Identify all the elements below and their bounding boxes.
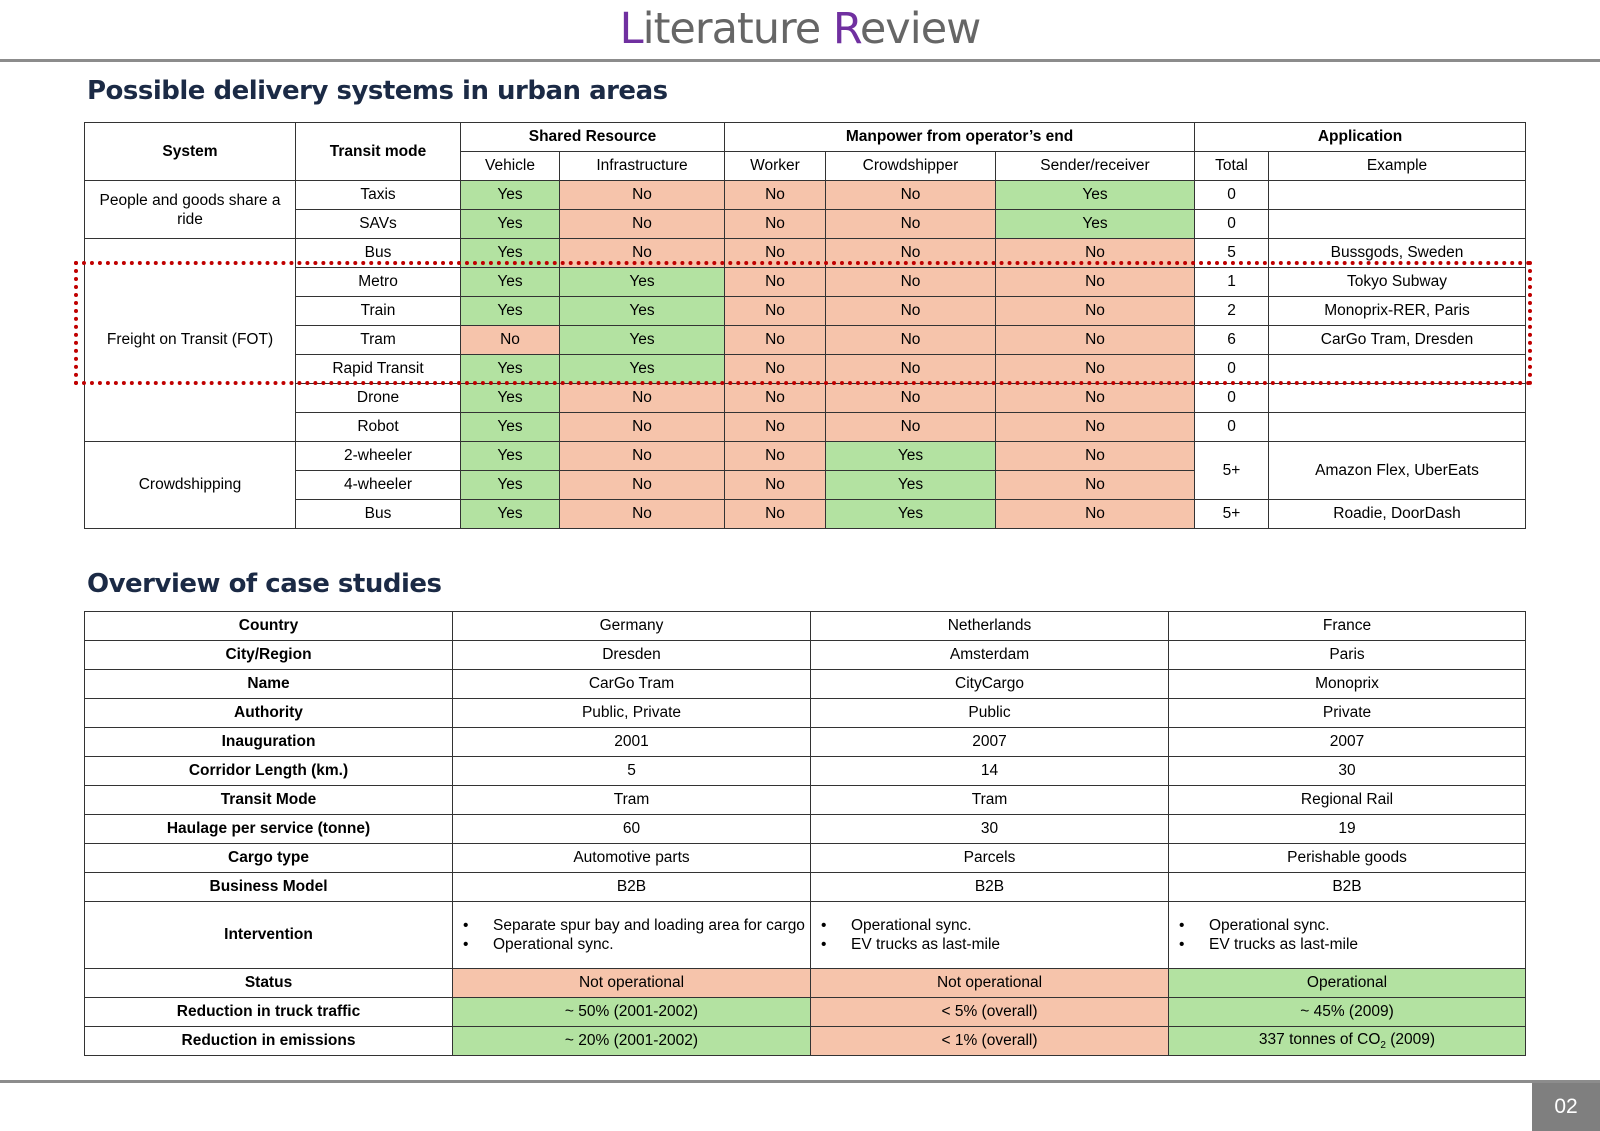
crowdshipper-cell: Yes: [826, 442, 996, 471]
row-label-city: City/Region: [85, 641, 453, 670]
table-row: [85, 210, 1526, 239]
transit-mode-cell: Drone: [296, 384, 461, 413]
table-row: [85, 500, 1526, 529]
table-row: [85, 873, 1526, 902]
table-row: [85, 612, 1526, 641]
vehicle-cell: Yes: [461, 500, 560, 529]
row-label-truck: Reduction in truck traffic: [85, 998, 453, 1027]
row-label-transit: Transit Mode: [85, 786, 453, 815]
worker-cell: No: [725, 239, 826, 268]
transit-mode-cell: SAVs: [296, 210, 461, 239]
table-row: [85, 181, 1526, 210]
row-label-country: Country: [85, 612, 453, 641]
section-title-delivery-systems: Possible delivery systems in urban areas: [87, 76, 668, 106]
header-sender-receiver: Sender/receiver: [996, 152, 1195, 181]
row-label-emissions: Reduction in emissions: [85, 1027, 453, 1056]
infrastructure-cell: No: [560, 500, 725, 529]
worker-cell: No: [725, 471, 826, 500]
netherlands-truck: < 5% (overall): [811, 998, 1169, 1027]
sender-receiver-cell: Yes: [996, 210, 1195, 239]
vehicle-cell: Yes: [461, 297, 560, 326]
table-row: [85, 670, 1526, 699]
table-row: [85, 844, 1526, 873]
netherlands-city: Amsterdam: [811, 641, 1169, 670]
transit-mode-cell: Rapid Transit: [296, 355, 461, 384]
germany-business: B2B: [453, 873, 811, 902]
vehicle-cell: Yes: [461, 471, 560, 500]
total-cell: 1: [1195, 268, 1269, 297]
group-label: Crowdshipping: [85, 442, 296, 529]
infrastructure-cell: No: [560, 181, 725, 210]
france-inauguration: 2007: [1169, 728, 1526, 757]
germany-city: Dresden: [453, 641, 811, 670]
france-status: Operational: [1169, 969, 1526, 998]
crowdshipper-cell: No: [826, 181, 996, 210]
total-cell: 5+: [1195, 442, 1269, 500]
germany-intervention: [453, 902, 811, 969]
header-shared-resource: Shared Resource: [461, 123, 725, 152]
total-cell: 6: [1195, 326, 1269, 355]
page-title: Literature Review: [619, 4, 981, 54]
header-example: Example: [1269, 152, 1526, 181]
header-transit-mode: Transit mode: [296, 123, 461, 181]
example-cell: CarGo Tram, Dresden: [1269, 326, 1526, 355]
table-row: [85, 413, 1526, 442]
infrastructure-cell: Yes: [560, 355, 725, 384]
crowdshipper-cell: No: [826, 239, 996, 268]
table-row: [85, 728, 1526, 757]
transit-mode-cell: Bus: [296, 239, 461, 268]
sender-receiver-cell: No: [996, 326, 1195, 355]
sender-receiver-cell: No: [996, 239, 1195, 268]
netherlands-business: B2B: [811, 873, 1169, 902]
table-row: [85, 969, 1526, 998]
infrastructure-cell: No: [560, 442, 725, 471]
germany-inauguration: 2001: [453, 728, 811, 757]
table-row: [85, 384, 1526, 413]
table-row: [85, 641, 1526, 670]
table-row: [85, 786, 1526, 815]
netherlands-intervention: [811, 902, 1169, 969]
total-cell: 0: [1195, 181, 1269, 210]
example-cell: Monoprix-RER, Paris: [1269, 297, 1526, 326]
netherlands-status: Not operational: [811, 969, 1169, 998]
germany-authority: Public, Private: [453, 699, 811, 728]
netherlands-inauguration: 2007: [811, 728, 1169, 757]
page-number: 02: [1532, 1083, 1600, 1131]
case-studies-table: [84, 611, 1526, 1056]
vehicle-cell: No: [461, 326, 560, 355]
list-item: • Operational sync.: [851, 916, 1168, 935]
transit-mode-cell: Metro: [296, 268, 461, 297]
netherlands-name: CityCargo: [811, 670, 1169, 699]
worker-cell: No: [725, 442, 826, 471]
worker-cell: No: [725, 326, 826, 355]
vehicle-cell: Yes: [461, 355, 560, 384]
france-name: Monoprix: [1169, 670, 1526, 699]
germany-status: Not operational: [453, 969, 811, 998]
netherlands-emissions: < 1% (overall): [811, 1027, 1169, 1056]
list-item: • Operational sync.: [1209, 916, 1525, 935]
infrastructure-cell: No: [560, 210, 725, 239]
germany-country: Germany: [453, 612, 811, 641]
infrastructure-cell: Yes: [560, 268, 725, 297]
germany-corridor: 5: [453, 757, 811, 786]
vehicle-cell: Yes: [461, 384, 560, 413]
transit-mode-cell: Taxis: [296, 181, 461, 210]
infrastructure-cell: No: [560, 239, 725, 268]
transit-mode-cell: 2-wheeler: [296, 442, 461, 471]
list-item: • Operational sync.: [493, 935, 810, 954]
vehicle-cell: Yes: [461, 413, 560, 442]
row-label-inauguration: Inauguration: [85, 728, 453, 757]
table-row: [85, 442, 1526, 471]
total-cell: 0: [1195, 355, 1269, 384]
table-row: [85, 902, 1526, 969]
sender-receiver-cell: No: [996, 471, 1195, 500]
netherlands-corridor: 14: [811, 757, 1169, 786]
total-cell: 5+: [1195, 500, 1269, 529]
row-label-name: Name: [85, 670, 453, 699]
germany-name: CarGo Tram: [453, 670, 811, 699]
header-worker: Worker: [725, 152, 826, 181]
netherlands-transit: Tram: [811, 786, 1169, 815]
sender-receiver-cell: No: [996, 297, 1195, 326]
row-label-corridor: Corridor Length (km.): [85, 757, 453, 786]
table-row: [85, 1027, 1526, 1056]
france-country: France: [1169, 612, 1526, 641]
example-cell: [1269, 384, 1526, 413]
row-label-cargo: Cargo type: [85, 844, 453, 873]
table-row: [85, 757, 1526, 786]
crowdshipper-cell: No: [826, 384, 996, 413]
sender-receiver-cell: Yes: [996, 181, 1195, 210]
header-vehicle: Vehicle: [461, 152, 560, 181]
worker-cell: No: [725, 500, 826, 529]
header-system: System: [85, 123, 296, 181]
example-cell: [1269, 413, 1526, 442]
list-item: • EV trucks as last-mile: [1209, 935, 1525, 954]
vehicle-cell: Yes: [461, 181, 560, 210]
example-cell: Roadie, DoorDash: [1269, 500, 1526, 529]
transit-mode-cell: Tram: [296, 326, 461, 355]
example-cell: [1269, 181, 1526, 210]
france-city: Paris: [1169, 641, 1526, 670]
germany-haulage: 60: [453, 815, 811, 844]
germany-cargo: Automotive parts: [453, 844, 811, 873]
header-manpower: Manpower from operator’s end: [725, 123, 1195, 152]
example-cell: Tokyo Subway: [1269, 268, 1526, 297]
netherlands-haulage: 30: [811, 815, 1169, 844]
worker-cell: No: [725, 297, 826, 326]
france-truck: ~ 45% (2009): [1169, 998, 1526, 1027]
sender-receiver-cell: No: [996, 442, 1195, 471]
crowdshipper-cell: No: [826, 297, 996, 326]
france-business: B2B: [1169, 873, 1526, 902]
example-cell: [1269, 210, 1526, 239]
table-row: [85, 239, 1526, 268]
vehicle-cell: Yes: [461, 268, 560, 297]
netherlands-country: Netherlands: [811, 612, 1169, 641]
vehicle-cell: Yes: [461, 210, 560, 239]
germany-transit: Tram: [453, 786, 811, 815]
worker-cell: No: [725, 268, 826, 297]
row-label-business: Business Model: [85, 873, 453, 902]
total-cell: 0: [1195, 413, 1269, 442]
delivery-systems-table: [84, 122, 1526, 529]
table-row: [85, 297, 1526, 326]
worker-cell: No: [725, 355, 826, 384]
netherlands-cargo: Parcels: [811, 844, 1169, 873]
france-transit: Regional Rail: [1169, 786, 1526, 815]
infrastructure-cell: No: [560, 413, 725, 442]
infrastructure-cell: Yes: [560, 326, 725, 355]
vehicle-cell: Yes: [461, 442, 560, 471]
crowdshipper-cell: No: [826, 413, 996, 442]
crowdshipper-cell: No: [826, 268, 996, 297]
table-row: [85, 268, 1526, 297]
transit-mode-cell: Robot: [296, 413, 461, 442]
group-label: People and goods share a ride: [85, 181, 296, 239]
sender-receiver-cell: No: [996, 384, 1195, 413]
germany-truck: ~ 50% (2001-2002): [453, 998, 811, 1027]
header-total: Total: [1195, 152, 1269, 181]
crowdshipper-cell: No: [826, 355, 996, 384]
header-infrastructure: Infrastructure: [560, 152, 725, 181]
infrastructure-cell: No: [560, 384, 725, 413]
row-label-status: Status: [85, 969, 453, 998]
france-authority: Private: [1169, 699, 1526, 728]
worker-cell: No: [725, 181, 826, 210]
sender-receiver-cell: No: [996, 413, 1195, 442]
example-cell: [1269, 355, 1526, 384]
crowdshipper-cell: No: [826, 326, 996, 355]
table-row: [85, 326, 1526, 355]
france-intervention: [1169, 902, 1526, 969]
section-title-case-studies: Overview of case studies: [87, 569, 442, 599]
example-cell: Bussgods, Sweden: [1269, 239, 1526, 268]
row-label-intervention: Intervention: [85, 902, 453, 969]
table-row: [85, 815, 1526, 844]
transit-mode-cell: Bus: [296, 500, 461, 529]
table-row: [85, 699, 1526, 728]
footer-divider: [0, 1080, 1600, 1083]
germany-emissions: ~ 20% (2001-2002): [453, 1027, 811, 1056]
transit-mode-cell: 4-wheeler: [296, 471, 461, 500]
infrastructure-cell: Yes: [560, 297, 725, 326]
total-cell: 0: [1195, 384, 1269, 413]
netherlands-authority: Public: [811, 699, 1169, 728]
infrastructure-cell: No: [560, 471, 725, 500]
total-cell: 5: [1195, 239, 1269, 268]
france-haulage: 19: [1169, 815, 1526, 844]
title-divider: [0, 59, 1600, 62]
sender-receiver-cell: No: [996, 268, 1195, 297]
worker-cell: No: [725, 413, 826, 442]
header-application: Application: [1195, 123, 1526, 152]
france-emissions: 337 tonnes of $CO_2$ (2009): [1169, 1027, 1526, 1056]
row-label-haulage: Haulage per service (tonne): [85, 815, 453, 844]
total-cell: 0: [1195, 210, 1269, 239]
header-crowdshipper: Crowdshipper: [826, 152, 996, 181]
list-item: • EV trucks as last-mile: [851, 935, 1168, 954]
group-label: Freight on Transit (FOT): [85, 239, 296, 442]
total-cell: 2: [1195, 297, 1269, 326]
worker-cell: No: [725, 384, 826, 413]
france-corridor: 30: [1169, 757, 1526, 786]
crowdshipper-cell: Yes: [826, 471, 996, 500]
row-label-authority: Authority: [85, 699, 453, 728]
vehicle-cell: Yes: [461, 239, 560, 268]
example-cell: Amazon Flex, UberEats: [1269, 442, 1526, 500]
table-row: [85, 998, 1526, 1027]
transit-mode-cell: Train: [296, 297, 461, 326]
worker-cell: No: [725, 210, 826, 239]
list-item: • Separate spur bay and loading area for cargo: [493, 916, 810, 935]
sender-receiver-cell: No: [996, 500, 1195, 529]
sender-receiver-cell: No: [996, 355, 1195, 384]
crowdshipper-cell: Yes: [826, 500, 996, 529]
france-cargo: Perishable goods: [1169, 844, 1526, 873]
crowdshipper-cell: No: [826, 210, 996, 239]
table-row: [85, 355, 1526, 384]
